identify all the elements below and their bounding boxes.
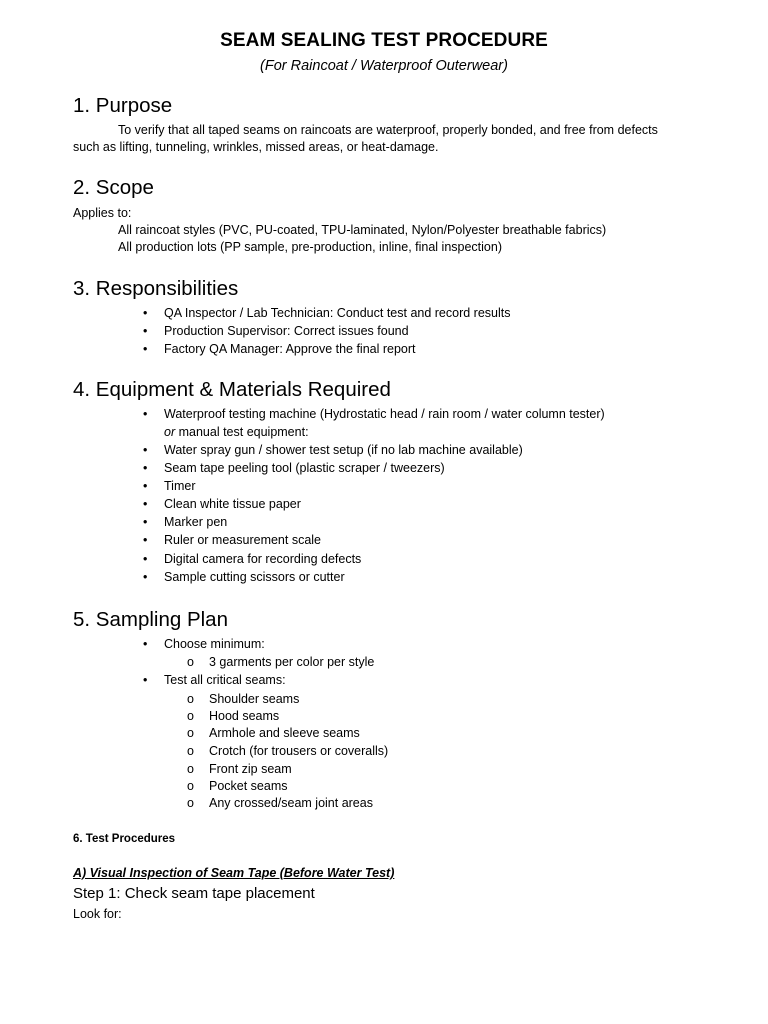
scope-line: All production lots (PP sample, pre-production, inline, final inspection) <box>118 240 502 254</box>
scope-intro: Applies to: <box>73 206 132 220</box>
bullet-glyph: • <box>143 673 148 687</box>
italic-or: or <box>164 425 176 439</box>
circle-glyph: o <box>187 744 194 758</box>
step-heading: Step 1: Check seam tape placement <box>73 885 315 902</box>
list-item-text: Ruler or measurement scale <box>164 533 322 547</box>
sub-list-item-text: Front zip seam <box>209 762 292 776</box>
circle-glyph: o <box>187 726 194 740</box>
bullet-glyph: • <box>143 533 148 547</box>
bullet-glyph: • <box>143 342 148 356</box>
test-procedures-subheading: A) Visual Inspection of Seam Tape (Before Water Test) <box>73 866 395 880</box>
sub-list-item-text: Hood seams <box>209 709 280 723</box>
list-item-text: Water spray gun / shower test setup (if no lab machine available) <box>164 443 523 457</box>
circle-glyph: o <box>187 692 194 706</box>
list-item-text <box>164 425 309 439</box>
list-item-text: Waterproof testing machine (Hydrostatic head / rain room / water column tester) <box>164 407 605 421</box>
bullet-glyph: • <box>143 461 148 475</box>
list-item-text: Choose minimum: <box>164 637 265 651</box>
responsibilities-heading: 3. Responsibilities <box>73 277 239 300</box>
purpose-text: To verify that all taped seams on raincoats are waterproof, properly bonded, and free from defects such as lifting, tunneling, wrinkles, missed areas, or heat-damage. <box>73 123 658 154</box>
bullet-glyph: • <box>143 324 148 338</box>
bullet-glyph: • <box>143 515 148 529</box>
list-item-text: Production Supervisor: Correct issues found <box>164 324 409 338</box>
bullet-glyph: • <box>143 479 148 493</box>
continuation-text: manual test equipment: <box>175 425 309 439</box>
list-item-text: Clean white tissue paper <box>164 497 301 511</box>
circle-glyph: o <box>187 762 194 776</box>
equipment-heading: 4. Equipment & Materials Required <box>73 378 391 401</box>
sub-list-item-text: 3 garments per color per style <box>209 655 375 669</box>
circle-glyph: o <box>187 796 194 810</box>
list-item-text: Marker pen <box>164 515 228 529</box>
look-for-text: Look for: <box>73 907 122 921</box>
circle-glyph: o <box>187 655 194 669</box>
scope-heading: 2. Scope <box>73 176 154 199</box>
bullet-glyph: • <box>143 637 148 651</box>
circle-glyph: o <box>187 779 194 793</box>
bullet-glyph: • <box>143 552 148 566</box>
list-item-text: Digital camera for recording defects <box>164 552 362 566</box>
bullet-glyph: • <box>143 570 148 584</box>
sub-list-item-text: Shoulder seams <box>209 692 300 706</box>
list-item-text: Factory QA Manager: Approve the final report <box>164 342 416 356</box>
purpose-heading: 1. Purpose <box>73 94 173 117</box>
test-procedures-heading: 6. Test Procedures <box>73 833 176 845</box>
list-item-text: Sample cutting scissors or cutter <box>164 570 345 584</box>
document-subtitle: (For Raincoat / Waterproof Outerwear) <box>260 58 508 74</box>
bullet-glyph: • <box>143 497 148 511</box>
list-item-text: Seam tape peeling tool (plastic scraper / tweezers) <box>164 461 445 475</box>
sub-list-item-text: Any crossed/seam joint areas <box>209 796 373 810</box>
document-title: SEAM SEALING TEST PROCEDURE <box>220 30 548 51</box>
bullet-glyph: • <box>143 407 148 421</box>
sampling-heading: 5. Sampling Plan <box>73 608 228 631</box>
scope-line: All raincoat styles (PVC, PU-coated, TPU-laminated, Nylon/Polyester breathable fabrics) <box>118 223 607 237</box>
sub-list-item-text: Crotch (for trousers or coveralls) <box>209 744 389 758</box>
sub-list-item-text: Armhole and sleeve seams <box>209 726 360 740</box>
list-item-text: QA Inspector / Lab Technician: Conduct test and record results <box>164 306 511 320</box>
circle-glyph: o <box>187 709 194 723</box>
bullet-glyph: • <box>143 306 148 320</box>
sub-list-item-text: Pocket seams <box>209 779 288 793</box>
list-item-text: Test all critical seams: <box>164 673 286 687</box>
bullet-glyph: • <box>143 443 148 457</box>
list-item-text: Timer <box>164 479 196 493</box>
